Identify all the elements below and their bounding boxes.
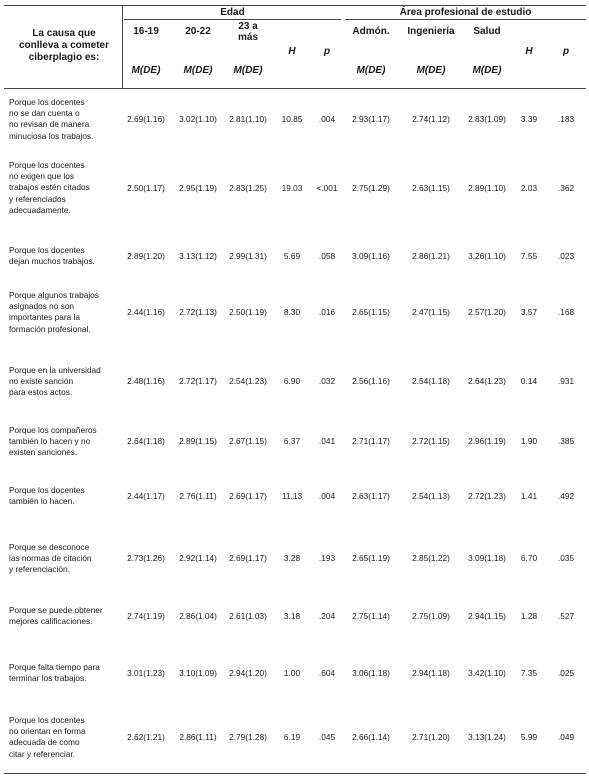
table-cell-area-admon: 2.66(1.14) (352, 731, 390, 742)
table-cell-age-23-plus: 2.54(1.23) (229, 376, 267, 387)
table-cell-area-admon: 3.09(1.16) (352, 250, 390, 261)
table-cell-age-16-19: 2.62(1.21) (127, 731, 165, 742)
table-cell-edad-p: .204 (318, 610, 336, 621)
table-cell-age-23-plus: 2.69(1.17) (229, 490, 267, 501)
column-header-age-23-plus: 23 a más (237, 21, 258, 43)
row-label: Porque los docentes dejan muchos trabajos. (9, 245, 95, 267)
table-cell-age-23-plus: 2.81(1.10) (229, 113, 267, 124)
edad-group-rule (124, 19, 341, 20)
table-cell-area-salud: 2.83(1.09) (468, 113, 506, 124)
table-cell-age-16-19: 3.01(1.23) (127, 667, 165, 678)
subheader-mde: M(DE) (183, 65, 213, 76)
table-cell-area-p: .931 (557, 376, 575, 387)
table-cell-edad-p: .193 (318, 553, 336, 564)
table-cell-age-16-19: 2.44(1.16) (127, 306, 165, 317)
table-cell-area-admon: 3.06(1.18) (352, 667, 390, 678)
table-bottom-rule (4, 773, 586, 774)
table-cell-edad-p: .032 (318, 376, 336, 387)
table-cell-area-ingenieria: 2.71(1.20) (412, 731, 450, 742)
column-header-age-20-22: 20-22 (185, 26, 211, 37)
table-cell-area-ingenieria: 2.74(1.12) (412, 113, 450, 124)
table-cell-age-20-22: 2.89(1.15) (179, 436, 217, 447)
table-cell-edad-p: .004 (318, 490, 336, 501)
table-cell-edad-p: .041 (318, 436, 336, 447)
table-cell-age-23-plus: 2.83(1.25) (229, 182, 267, 193)
row-label: Porque falta tiempo para terminar los trabajos. (9, 662, 100, 684)
row-label: Porque los compañeros también lo hacen y no existen sanciones. (9, 425, 97, 458)
area-group-rule (345, 19, 586, 20)
table-cell-area-admon: 2.93(1.17) (352, 113, 390, 124)
table-cell-edad-p: <.001 (316, 182, 338, 193)
table-cell-age-16-19: 2.44(1.17) (127, 490, 165, 501)
table-cell-area-salud: 2.96(1.19) (468, 436, 506, 447)
table-cell-area-h: 1.41 (520, 490, 538, 501)
table-cell-area-p: .492 (557, 490, 575, 501)
table-cell-age-23-plus: 2.61(1.03) (229, 610, 267, 621)
table-cell-area-salud: 2.72(1.23) (468, 490, 506, 501)
table-cell-area-admon: 2.63(1.17) (352, 490, 390, 501)
table-cell-area-h: 1.28 (520, 610, 538, 621)
table-cell-age-23-plus: 2.67(1.15) (229, 436, 267, 447)
table-cell-area-salud: 2.94(1.15) (468, 610, 506, 621)
table-cell-edad-p: .016 (318, 306, 336, 317)
group-header-edad: Edad (220, 7, 245, 18)
table-cell-area-salud: 2.89(1.10) (468, 182, 506, 193)
table-cell-age-16-19: 2.89(1.20) (127, 250, 165, 261)
table-cell-area-admon: 2.65(1.15) (352, 306, 390, 317)
table-cell-age-16-19: 2.74(1.19) (127, 610, 165, 621)
table-cell-edad-h: 1.00 (283, 667, 301, 678)
table-cell-area-salud: 3.13(1.24) (468, 731, 506, 742)
table-cell-edad-h: 6.37 (283, 436, 301, 447)
table-cell-age-23-plus: 2.79(1.28) (229, 731, 267, 742)
subheader-mde: M(DE) (131, 65, 161, 76)
table-cell-area-h: 6.70 (520, 553, 538, 564)
column-header-edad-h: H (288, 46, 296, 57)
table-cell-edad-h: 3.28 (283, 553, 301, 564)
column-header-area-ingenieria: Ingeniería (407, 26, 455, 37)
table-cell-area-h: 3.57 (520, 306, 538, 317)
table-cell-age-20-22: 3.10(1.09) (179, 667, 217, 678)
table-cell-edad-p: .058 (318, 250, 336, 261)
table-cell-age-20-22: 3.13(1.12) (179, 250, 217, 261)
table-cell-age-20-22: 2.72(1.13) (179, 306, 217, 317)
table-cell-edad-h: 11.13 (281, 490, 303, 501)
table-cell-area-admon: 2.65(1.19) (352, 553, 390, 564)
table-cell-edad-h: 5.69 (283, 250, 301, 261)
table-cell-area-p: .023 (557, 250, 575, 261)
table-cell-age-23-plus: 2.94(1.20) (229, 667, 267, 678)
row-label: Porque los docentes no se dan cuenta o no revisan de manera minuciosa los trabajos. (9, 97, 94, 141)
table-cell-edad-h: 8.30 (283, 306, 301, 317)
table-cell-area-p: .049 (557, 731, 575, 742)
row-label: Porque se puede obtener mejores calificaciones. (9, 605, 103, 627)
row-label: Porque los docentes también lo hacen. (9, 485, 85, 507)
table-cell-edad-p: .004 (318, 113, 336, 124)
table-cell-area-p: .168 (557, 306, 575, 317)
table-cell-age-23-plus: 2.99(1.31) (229, 250, 267, 261)
table-cell-age-20-22: 2.86(1.04) (179, 610, 217, 621)
table-cell-area-h: 1.90 (520, 436, 538, 447)
table-cell-edad-p: .604 (318, 667, 336, 678)
table-cell-age-16-19: 2.64(1.18) (127, 436, 165, 447)
table-cell-area-ingenieria: 2.85(1.22) (412, 553, 450, 564)
table-cell-edad-h: 3.18 (283, 610, 301, 621)
stub-header: La causa que conlleva a cometer ciberplagio es: (18, 28, 110, 63)
table-cell-area-h: 0.14 (520, 376, 538, 387)
table-cell-area-p: .385 (557, 436, 575, 447)
row-label: Porque se desconoce las normas de citación y referenciación. (9, 542, 92, 575)
table-cell-area-salud: 2.64(1.23) (468, 376, 506, 387)
column-header-area-admon: Admón. (352, 26, 390, 37)
table-cell-edad-p: .045 (318, 731, 336, 742)
table-cell-area-ingenieria: 2.72(1.15) (412, 436, 450, 447)
table-cell-area-salud: 2.57(1.20) (468, 306, 506, 317)
table-cell-age-16-19: 2.73(1.26) (127, 553, 165, 564)
subheader-mde: M(DE) (233, 65, 263, 76)
row-label: Porque algunos trabajos asignados no son importantes para la formación profesional. (9, 290, 99, 334)
table-cell-age-23-plus: 2.69(1.17) (229, 553, 267, 564)
table-cell-area-p: .035 (557, 553, 575, 564)
table-cell-area-ingenieria: 2.75(1.09) (412, 610, 450, 621)
table-cell-area-ingenieria: 2.54(1.18) (412, 376, 450, 387)
row-label: Porque los docentes no exigen que los trabajos estén citados y referenciados adecuadamente. (9, 160, 90, 215)
column-header-area-h: H (525, 46, 533, 57)
table-cell-age-16-19: 2.48(1.16) (127, 376, 165, 387)
column-header-edad-p: p (323, 46, 331, 57)
table-cell-edad-h: 19.03 (281, 182, 303, 193)
column-header-area-salud: Salud (473, 26, 501, 37)
table-cell-area-h: 7.35 (520, 667, 538, 678)
table-cell-area-p: .527 (557, 610, 575, 621)
table-cell-area-h: 2.03 (520, 182, 538, 193)
row-label: Porque los docentes no orientan en forma adecuada de como citar y referenciar. (9, 715, 86, 759)
table-cell-area-h: 5.99 (520, 731, 538, 742)
table-cell-area-salud: 3.09(1.18) (468, 553, 506, 564)
table-cell-age-16-19: 2.50(1.17) (127, 182, 165, 193)
table-cell-area-admon: 2.75(1.14) (352, 610, 390, 621)
subheader-mde: M(DE) (472, 65, 502, 76)
table-cell-area-p: .183 (557, 113, 575, 124)
column-header-area-p: p (562, 46, 570, 57)
table-cell-area-ingenieria: 2.94(1.18) (412, 667, 450, 678)
table-cell-area-salud: 3.26(1.10) (468, 250, 506, 261)
table-cell-edad-h: 6.19 (283, 731, 301, 742)
table-cell-edad-h: 10.85 (281, 113, 303, 124)
table-cell-age-20-22: 2.72(1.17) (179, 376, 217, 387)
table-cell-area-h: 7.55 (520, 250, 538, 261)
table-cell-area-salud: 3.42(1.10) (468, 667, 506, 678)
table-cell-age-20-22: 2.95(1.19) (179, 182, 217, 193)
table-cell-area-admon: 2.56(1.16) (352, 376, 390, 387)
table-cell-area-ingenieria: 2.63(1.15) (412, 182, 450, 193)
table-cell-area-ingenieria: 2.54(1.13) (412, 490, 450, 501)
table-cell-age-23-plus: 2.50(1.19) (229, 306, 267, 317)
table-top-rule (4, 5, 586, 6)
group-header-area: Área profesional de estudio (399, 7, 532, 18)
table-cell-area-admon: 2.71(1.17) (352, 436, 390, 447)
table-cell-area-ingenieria: 2.86(1.21) (412, 250, 450, 261)
table-cell-age-20-22: 2.76(1.11) (179, 490, 217, 501)
table-cell-area-p: .362 (557, 182, 575, 193)
table-cell-edad-h: 6.90 (283, 376, 301, 387)
table-cell-area-h: 3.39 (520, 113, 538, 124)
subheader-mde: M(DE) (416, 65, 446, 76)
row-label: Porque en la universidad no existe sanción para estos actos. (9, 365, 101, 398)
table-cell-area-p: .025 (557, 667, 575, 678)
table-cell-age-20-22: 3.02(1.10) (179, 113, 217, 124)
table-cell-area-admon: 2.75(1.29) (352, 182, 390, 193)
table-cell-age-20-22: 2.92(1.14) (179, 553, 217, 564)
subheader-mde: M(DE) (356, 65, 386, 76)
table-cell-area-ingenieria: 2.47(1.15) (412, 306, 450, 317)
column-header-age-16-19: 16-19 (133, 26, 159, 37)
table-cell-age-20-22: 2.86(1.11) (179, 731, 217, 742)
header-bottom-rule (4, 88, 586, 89)
table-cell-age-16-19: 2.69(1.16) (127, 113, 165, 124)
